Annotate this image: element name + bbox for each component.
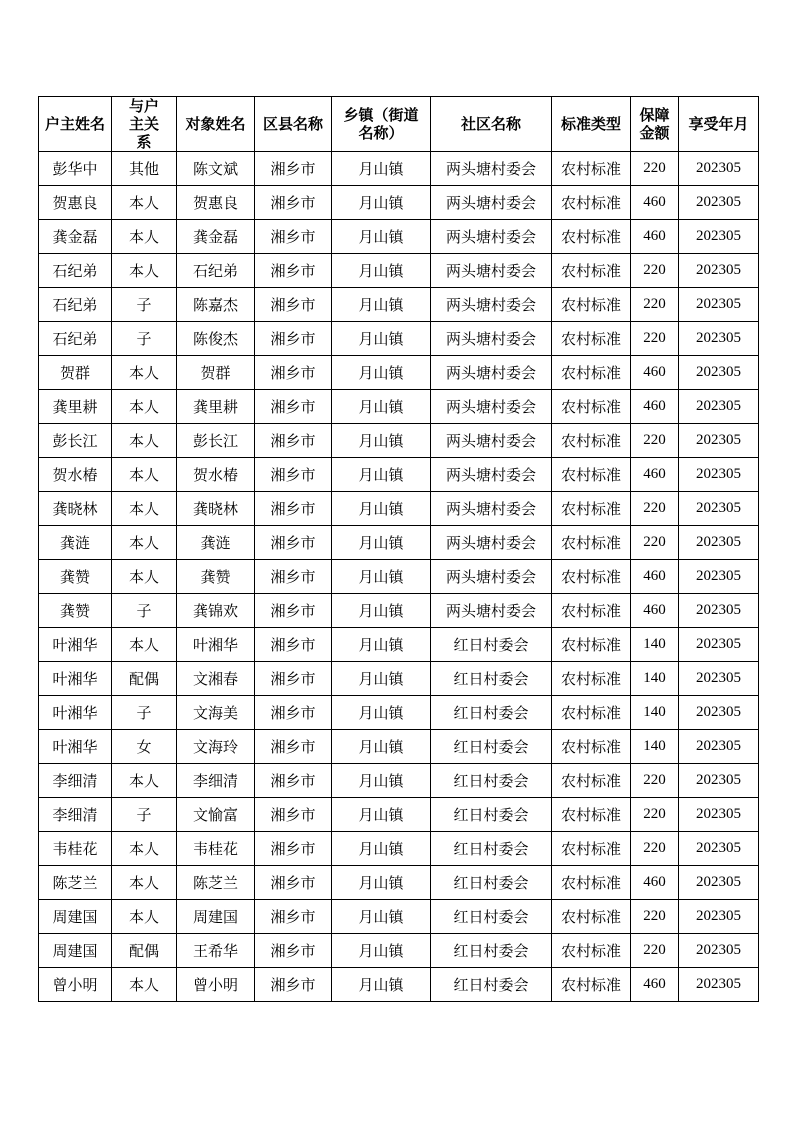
cell-township: 月山镇 — [332, 152, 431, 186]
cell-householder: 彭长江 — [39, 424, 112, 458]
cell-householder: 叶湘华 — [39, 696, 112, 730]
cell-amount: 140 — [631, 628, 679, 662]
cell-recipient: 文海玲 — [177, 730, 255, 764]
cell-township: 月山镇 — [332, 356, 431, 390]
cell-county: 湘乡市 — [255, 696, 332, 730]
cell-relationship: 本人 — [112, 968, 177, 1002]
cell-community: 两头塘村委会 — [431, 458, 552, 492]
cell-county: 湘乡市 — [255, 798, 332, 832]
cell-period: 202305 — [679, 696, 759, 730]
cell-amount: 460 — [631, 390, 679, 424]
cell-township: 月山镇 — [332, 832, 431, 866]
cell-township: 月山镇 — [332, 288, 431, 322]
cell-standard-type: 农村标准 — [552, 526, 631, 560]
cell-householder: 石纪弟 — [39, 288, 112, 322]
cell-county: 湘乡市 — [255, 254, 332, 288]
cell-period: 202305 — [679, 798, 759, 832]
cell-township: 月山镇 — [332, 628, 431, 662]
cell-community: 红日村委会 — [431, 934, 552, 968]
header-row — [39, 97, 759, 152]
cell-householder: 叶湘华 — [39, 662, 112, 696]
cell-householder: 龚赞 — [39, 594, 112, 628]
cell-period: 202305 — [679, 492, 759, 526]
cell-period: 202305 — [679, 220, 759, 254]
cell-township: 月山镇 — [332, 730, 431, 764]
cell-township: 月山镇 — [332, 866, 431, 900]
header-period: 享受年月 — [679, 97, 759, 152]
cell-period: 202305 — [679, 832, 759, 866]
cell-relationship: 配偶 — [112, 934, 177, 968]
cell-county: 湘乡市 — [255, 832, 332, 866]
cell-recipient: 叶湘华 — [177, 628, 255, 662]
cell-householder: 李细清 — [39, 764, 112, 798]
cell-community: 红日村委会 — [431, 900, 552, 934]
header-county: 区县名称 — [255, 97, 332, 152]
cell-period: 202305 — [679, 424, 759, 458]
cell-householder: 石纪弟 — [39, 322, 112, 356]
cell-township: 月山镇 — [332, 662, 431, 696]
table-row — [39, 152, 759, 186]
cell-householder: 龚赞 — [39, 560, 112, 594]
cell-period: 202305 — [679, 730, 759, 764]
cell-period: 202305 — [679, 254, 759, 288]
cell-county: 湘乡市 — [255, 492, 332, 526]
table-row — [39, 458, 759, 492]
cell-community: 两头塘村委会 — [431, 356, 552, 390]
cell-relationship: 本人 — [112, 424, 177, 458]
cell-relationship: 子 — [112, 322, 177, 356]
cell-relationship: 本人 — [112, 526, 177, 560]
cell-county: 湘乡市 — [255, 730, 332, 764]
cell-recipient: 陈嘉杰 — [177, 288, 255, 322]
table-row — [39, 560, 759, 594]
cell-amount: 220 — [631, 254, 679, 288]
header-recipient-name: 对象姓名 — [177, 97, 255, 152]
cell-recipient: 龚涟 — [177, 526, 255, 560]
cell-community: 红日村委会 — [431, 832, 552, 866]
table-row — [39, 186, 759, 220]
cell-standard-type: 农村标准 — [552, 968, 631, 1002]
cell-relationship: 本人 — [112, 186, 177, 220]
cell-county: 湘乡市 — [255, 934, 332, 968]
cell-amount: 220 — [631, 492, 679, 526]
cell-standard-type: 农村标准 — [552, 594, 631, 628]
cell-householder: 彭华中 — [39, 152, 112, 186]
cell-householder: 叶湘华 — [39, 628, 112, 662]
cell-standard-type: 农村标准 — [552, 560, 631, 594]
cell-householder: 韦桂花 — [39, 832, 112, 866]
cell-relationship: 本人 — [112, 220, 177, 254]
cell-amount: 220 — [631, 934, 679, 968]
cell-township: 月山镇 — [332, 696, 431, 730]
cell-recipient: 贺惠良 — [177, 186, 255, 220]
cell-standard-type: 农村标准 — [552, 696, 631, 730]
cell-county: 湘乡市 — [255, 322, 332, 356]
cell-standard-type: 农村标准 — [552, 322, 631, 356]
cell-period: 202305 — [679, 934, 759, 968]
cell-community: 红日村委会 — [431, 798, 552, 832]
cell-standard-type: 农村标准 — [552, 390, 631, 424]
cell-householder: 龚金磊 — [39, 220, 112, 254]
cell-amount: 460 — [631, 186, 679, 220]
cell-period: 202305 — [679, 866, 759, 900]
table-row — [39, 696, 759, 730]
cell-community: 红日村委会 — [431, 696, 552, 730]
cell-community: 两头塘村委会 — [431, 594, 552, 628]
cell-township: 月山镇 — [332, 560, 431, 594]
cell-relationship: 本人 — [112, 628, 177, 662]
cell-relationship: 本人 — [112, 832, 177, 866]
table-row — [39, 356, 759, 390]
cell-township: 月山镇 — [332, 322, 431, 356]
table-row — [39, 900, 759, 934]
table-row — [39, 934, 759, 968]
cell-period: 202305 — [679, 288, 759, 322]
cell-relationship: 本人 — [112, 254, 177, 288]
cell-community: 两头塘村委会 — [431, 220, 552, 254]
cell-recipient: 陈俊杰 — [177, 322, 255, 356]
cell-recipient: 韦桂花 — [177, 832, 255, 866]
cell-county: 湘乡市 — [255, 968, 332, 1002]
cell-recipient: 贺水椿 — [177, 458, 255, 492]
cell-recipient: 龚金磊 — [177, 220, 255, 254]
cell-amount: 220 — [631, 798, 679, 832]
cell-period: 202305 — [679, 390, 759, 424]
cell-period: 202305 — [679, 968, 759, 1002]
cell-community: 两头塘村委会 — [431, 152, 552, 186]
cell-township: 月山镇 — [332, 594, 431, 628]
cell-householder: 石纪弟 — [39, 254, 112, 288]
cell-recipient: 龚里耕 — [177, 390, 255, 424]
cell-county: 湘乡市 — [255, 152, 332, 186]
table-row — [39, 220, 759, 254]
cell-community: 两头塘村委会 — [431, 526, 552, 560]
cell-community: 两头塘村委会 — [431, 254, 552, 288]
table-row — [39, 866, 759, 900]
cell-standard-type: 农村标准 — [552, 458, 631, 492]
cell-county: 湘乡市 — [255, 458, 332, 492]
cell-township: 月山镇 — [332, 390, 431, 424]
cell-standard-type: 农村标准 — [552, 832, 631, 866]
cell-community: 两头塘村委会 — [431, 424, 552, 458]
cell-householder: 曾小明 — [39, 968, 112, 1002]
cell-standard-type: 农村标准 — [552, 628, 631, 662]
cell-standard-type: 农村标准 — [552, 424, 631, 458]
cell-county: 湘乡市 — [255, 424, 332, 458]
cell-householder: 周建国 — [39, 900, 112, 934]
cell-period: 202305 — [679, 628, 759, 662]
cell-period: 202305 — [679, 186, 759, 220]
table-row — [39, 832, 759, 866]
cell-recipient: 李细清 — [177, 764, 255, 798]
cell-standard-type: 农村标准 — [552, 730, 631, 764]
cell-amount: 220 — [631, 832, 679, 866]
cell-standard-type: 农村标准 — [552, 356, 631, 390]
cell-period: 202305 — [679, 594, 759, 628]
cell-relationship: 本人 — [112, 560, 177, 594]
cell-community: 两头塘村委会 — [431, 492, 552, 526]
table-row — [39, 798, 759, 832]
cell-relationship: 本人 — [112, 900, 177, 934]
cell-period: 202305 — [679, 526, 759, 560]
cell-township: 月山镇 — [332, 492, 431, 526]
table-row — [39, 390, 759, 424]
cell-householder: 贺群 — [39, 356, 112, 390]
cell-county: 湘乡市 — [255, 288, 332, 322]
cell-relationship: 其他 — [112, 152, 177, 186]
cell-recipient: 龚锦欢 — [177, 594, 255, 628]
cell-township: 月山镇 — [332, 934, 431, 968]
cell-community: 两头塘村委会 — [431, 288, 552, 322]
table-row — [39, 526, 759, 560]
table-row — [39, 254, 759, 288]
cell-community: 红日村委会 — [431, 628, 552, 662]
cell-county: 湘乡市 — [255, 900, 332, 934]
cell-county: 湘乡市 — [255, 662, 332, 696]
cell-amount: 460 — [631, 560, 679, 594]
cell-township: 月山镇 — [332, 968, 431, 1002]
table-row — [39, 424, 759, 458]
cell-standard-type: 农村标准 — [552, 492, 631, 526]
cell-recipient: 贺群 — [177, 356, 255, 390]
cell-recipient: 石纪弟 — [177, 254, 255, 288]
cell-recipient: 曾小明 — [177, 968, 255, 1002]
cell-community: 两头塘村委会 — [431, 560, 552, 594]
cell-township: 月山镇 — [332, 186, 431, 220]
cell-householder: 叶湘华 — [39, 730, 112, 764]
cell-township: 月山镇 — [332, 220, 431, 254]
cell-township: 月山镇 — [332, 254, 431, 288]
cell-recipient: 陈芝兰 — [177, 866, 255, 900]
table-row — [39, 968, 759, 1002]
cell-amount: 220 — [631, 152, 679, 186]
cell-recipient: 文愉富 — [177, 798, 255, 832]
cell-township: 月山镇 — [332, 458, 431, 492]
cell-community: 两头塘村委会 — [431, 390, 552, 424]
cell-relationship: 本人 — [112, 390, 177, 424]
cell-householder: 龚晓林 — [39, 492, 112, 526]
cell-county: 湘乡市 — [255, 390, 332, 424]
cell-township: 月山镇 — [332, 798, 431, 832]
cell-county: 湘乡市 — [255, 594, 332, 628]
cell-standard-type: 农村标准 — [552, 220, 631, 254]
table-row — [39, 628, 759, 662]
header-township: 乡镇（街道名称） — [332, 97, 431, 152]
cell-county: 湘乡市 — [255, 866, 332, 900]
cell-recipient: 文海美 — [177, 696, 255, 730]
cell-relationship: 本人 — [112, 458, 177, 492]
cell-county: 湘乡市 — [255, 220, 332, 254]
cell-township: 月山镇 — [332, 900, 431, 934]
cell-relationship: 子 — [112, 798, 177, 832]
cell-amount: 220 — [631, 322, 679, 356]
cell-standard-type: 农村标准 — [552, 900, 631, 934]
header-community: 社区名称 — [431, 97, 552, 152]
cell-county: 湘乡市 — [255, 560, 332, 594]
cell-householder: 周建国 — [39, 934, 112, 968]
cell-standard-type: 农村标准 — [552, 798, 631, 832]
header-relationship: 与户主关系 — [112, 97, 177, 152]
cell-period: 202305 — [679, 560, 759, 594]
cell-householder: 贺水椿 — [39, 458, 112, 492]
table-row — [39, 288, 759, 322]
cell-relationship: 子 — [112, 594, 177, 628]
cell-amount: 460 — [631, 356, 679, 390]
cell-householder: 贺惠良 — [39, 186, 112, 220]
cell-recipient: 文湘春 — [177, 662, 255, 696]
cell-recipient: 龚晓林 — [177, 492, 255, 526]
cell-amount: 220 — [631, 900, 679, 934]
cell-relationship: 子 — [112, 288, 177, 322]
benefit-table — [38, 96, 759, 1002]
cell-amount: 460 — [631, 458, 679, 492]
cell-standard-type: 农村标准 — [552, 662, 631, 696]
cell-relationship: 本人 — [112, 866, 177, 900]
table-row — [39, 764, 759, 798]
cell-period: 202305 — [679, 152, 759, 186]
cell-period: 202305 — [679, 356, 759, 390]
cell-township: 月山镇 — [332, 424, 431, 458]
cell-county: 湘乡市 — [255, 526, 332, 560]
cell-community: 两头塘村委会 — [431, 322, 552, 356]
cell-householder: 龚里耕 — [39, 390, 112, 424]
cell-period: 202305 — [679, 662, 759, 696]
cell-township: 月山镇 — [332, 764, 431, 798]
table-body — [39, 152, 759, 1002]
cell-relationship: 本人 — [112, 492, 177, 526]
cell-recipient: 彭长江 — [177, 424, 255, 458]
cell-amount: 460 — [631, 594, 679, 628]
cell-recipient: 陈文斌 — [177, 152, 255, 186]
cell-amount: 460 — [631, 968, 679, 1002]
cell-period: 202305 — [679, 322, 759, 356]
cell-county: 湘乡市 — [255, 764, 332, 798]
cell-county: 湘乡市 — [255, 356, 332, 390]
cell-amount: 460 — [631, 866, 679, 900]
header-standard-type: 标准类型 — [552, 97, 631, 152]
table-row — [39, 322, 759, 356]
cell-community: 红日村委会 — [431, 662, 552, 696]
cell-period: 202305 — [679, 900, 759, 934]
cell-amount: 140 — [631, 662, 679, 696]
cell-relationship: 配偶 — [112, 662, 177, 696]
cell-standard-type: 农村标准 — [552, 764, 631, 798]
cell-county: 湘乡市 — [255, 628, 332, 662]
table-row — [39, 730, 759, 764]
cell-relationship: 女 — [112, 730, 177, 764]
cell-community: 红日村委会 — [431, 968, 552, 1002]
cell-community: 红日村委会 — [431, 730, 552, 764]
cell-recipient: 王希华 — [177, 934, 255, 968]
cell-standard-type: 农村标准 — [552, 254, 631, 288]
cell-householder: 龚涟 — [39, 526, 112, 560]
cell-recipient: 龚赞 — [177, 560, 255, 594]
cell-standard-type: 农村标准 — [552, 866, 631, 900]
table-row — [39, 492, 759, 526]
cell-period: 202305 — [679, 764, 759, 798]
cell-amount: 140 — [631, 696, 679, 730]
cell-relationship: 本人 — [112, 356, 177, 390]
cell-householder: 陈芝兰 — [39, 866, 112, 900]
cell-county: 湘乡市 — [255, 186, 332, 220]
table-row — [39, 594, 759, 628]
cell-standard-type: 农村标准 — [552, 288, 631, 322]
cell-amount: 460 — [631, 220, 679, 254]
cell-relationship: 子 — [112, 696, 177, 730]
cell-amount: 140 — [631, 730, 679, 764]
cell-standard-type: 农村标准 — [552, 934, 631, 968]
cell-standard-type: 农村标准 — [552, 152, 631, 186]
table-row — [39, 662, 759, 696]
cell-householder: 李细清 — [39, 798, 112, 832]
cell-standard-type: 农村标准 — [552, 186, 631, 220]
header-householder-name: 户主姓名 — [39, 97, 112, 152]
cell-amount: 220 — [631, 424, 679, 458]
cell-period: 202305 — [679, 458, 759, 492]
cell-relationship: 本人 — [112, 764, 177, 798]
header-amount: 保障金额 — [631, 97, 679, 152]
cell-township: 月山镇 — [332, 526, 431, 560]
cell-community: 两头塘村委会 — [431, 186, 552, 220]
cell-amount: 220 — [631, 288, 679, 322]
cell-community: 红日村委会 — [431, 866, 552, 900]
cell-recipient: 周建国 — [177, 900, 255, 934]
cell-amount: 220 — [631, 764, 679, 798]
cell-amount: 220 — [631, 526, 679, 560]
cell-community: 红日村委会 — [431, 764, 552, 798]
